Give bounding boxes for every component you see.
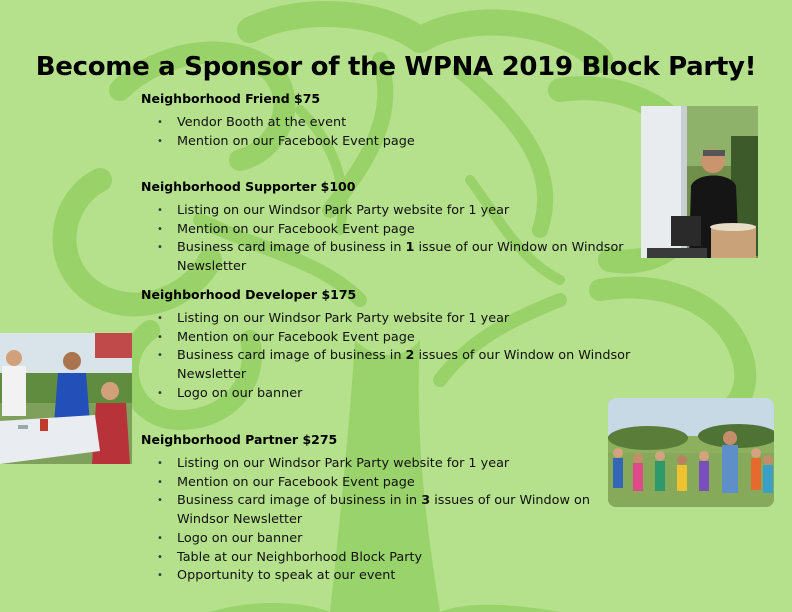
benefit-list <box>141 202 641 277</box>
benefit-item: • Business card image of business in 1 issue of our Window on Windsor Newsletter <box>141 239 641 276</box>
benefit-item: • Logo on our banner <box>141 530 641 549</box>
benefit-item: • Table at our Neighborhood Block Party <box>141 549 641 568</box>
benefit-item: • Opportunity to speak at our event <box>141 567 641 586</box>
vendor-table-photo <box>0 333 132 464</box>
benefit-item: • Business card image of business in in 3 issues of our Window on Windsor Newsletter <box>141 492 641 529</box>
benefit-item: • Mention on our Facebook Event page <box>141 474 641 493</box>
benefit-item: • Mention on our Facebook Event page <box>141 329 641 348</box>
kids-dancing-photo <box>608 398 774 507</box>
benefit-item: • Listing on our Windsor Park Party website for 1 year <box>141 310 641 329</box>
tier-heading: Neighborhood Partner $275 <box>141 432 338 447</box>
benefit-item: • Logo on our banner <box>141 385 641 404</box>
tier-neighborhood-supporter <box>141 179 641 277</box>
benefit-item: • Listing on our Windsor Park Party website for 1 year <box>141 455 641 474</box>
benefit-item: • Mention on our Facebook Event page <box>141 221 641 240</box>
benefit-list <box>141 455 641 586</box>
page-title: Become a Sponsor of the WPNA 2019 Block Party! <box>35 52 757 82</box>
tier-neighborhood-partner <box>141 432 641 586</box>
tier-neighborhood-friend <box>141 91 641 151</box>
benefit-item: • Business card image of business in 2 issues of our Window on Windsor Newsletter <box>141 347 641 384</box>
benefit-list <box>141 114 641 151</box>
tier-heading: Neighborhood Developer $175 <box>141 287 357 302</box>
benefit-item: • Listing on our Windsor Park Party website for 1 year <box>141 202 641 221</box>
drummer-photo <box>641 106 758 258</box>
benefit-list <box>141 310 641 404</box>
tier-heading: Neighborhood Supporter $100 <box>141 179 356 194</box>
benefit-item: • Mention on our Facebook Event page <box>141 133 641 152</box>
tier-neighborhood-developer <box>141 287 641 404</box>
benefit-item: • Vendor Booth at the event <box>141 114 641 133</box>
tier-heading: Neighborhood Friend $75 <box>141 91 321 106</box>
